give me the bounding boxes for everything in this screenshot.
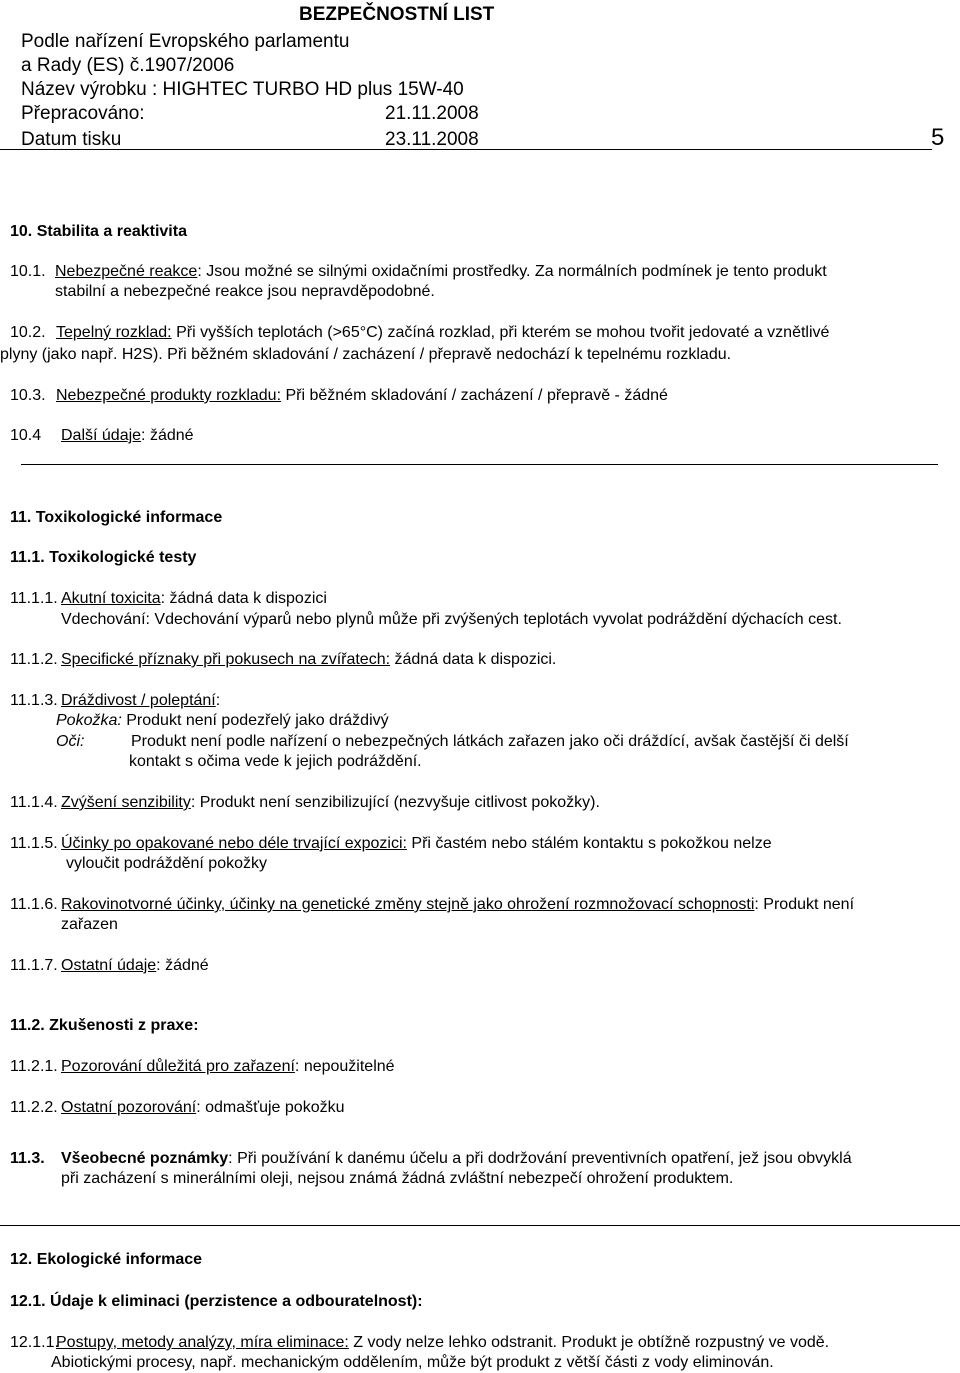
- item-11-1-7-number: 11.1.7.: [10, 957, 58, 974]
- revised-label: Přepracováno:: [21, 103, 145, 124]
- item-11-3-number: 11.3.: [10, 1150, 45, 1167]
- item-10-1-line1: [55, 262, 827, 282]
- skin-label: Pokožka:: [56, 712, 122, 729]
- item-11-2-1-line: [61, 1057, 395, 1077]
- item-11-1-5-number: 11.1.5.: [10, 835, 58, 852]
- item-11-1-6-text: : Produkt není: [754, 896, 855, 913]
- skin-line: [56, 711, 389, 731]
- item-11-1-1-title: Akutní toxicita: [61, 590, 161, 607]
- item-11-2-1-text: : nepoužitelné: [294, 1058, 395, 1075]
- skin-text: Produkt není podezřelý jako dráždivý: [121, 712, 389, 729]
- item-10-2-number: 10.2.: [10, 324, 46, 341]
- item-11-1-2-text: žádná data k dispozici.: [390, 651, 557, 668]
- item-11-1-2-line: [61, 650, 556, 670]
- item-11-1-6-line2: zařazen: [61, 916, 118, 933]
- item-12-1-1-line1: [56, 1333, 829, 1353]
- item-11-1-4-line: [61, 793, 600, 813]
- item-11-1-6-title: Rakovinotvorné účinky, účinky na genetické změny stejně jako ohrožení rozmnožovací schopnosti: [61, 896, 755, 913]
- subsection-12-1-heading: 12.1. Údaje k eliminaci (perzistence a odbouratelnost):: [10, 1293, 423, 1310]
- eyes-line1: Produkt není podle nařízení o nebezpečných látkách zařazen jako oči dráždící, avšak častější či delší: [131, 733, 849, 750]
- eyes-line2: kontakt s očima vede k jejich podráždění.: [129, 753, 422, 770]
- item-11-1-3-line: [61, 691, 220, 711]
- item-12-1-1-number: 12.1.1.: [10, 1334, 59, 1351]
- item-10-1-number: 10.1.: [10, 263, 46, 280]
- item-11-1-4-text: : Produkt není senzibilizující (nezvyšuje citlivost pokožky).: [190, 794, 600, 811]
- item-10-3-title: Nebezpečné produkty rozkladu:: [56, 387, 282, 404]
- item-11-3-text: : Při používání k danému účelu a při dodržování preventivních opatření, jež jsou obvyklá: [228, 1150, 852, 1167]
- subsection-11-2-heading: 11.2. Zkušenosti z praxe:: [10, 1017, 199, 1034]
- item-11-1-5-text: Při častém nebo stálém kontaktu s pokožkou nelze: [406, 835, 772, 852]
- document-title: BEZPEČNOSTNÍ LIST: [299, 4, 495, 25]
- item-10-4-title: Další údaje: [61, 427, 142, 444]
- item-10-3-number: 10.3.: [10, 387, 46, 404]
- item-11-1-7-line: [61, 956, 209, 976]
- item-11-1-1-number: 11.1.1.: [10, 590, 58, 607]
- section-12-heading: 12. Ekologické informace: [10, 1251, 203, 1268]
- item-11-1-1-line2: Vdechování: Vdechování výparů nebo plynů může při zvýšených teplotách vyvolat podráždění dýchacích cest.: [61, 611, 842, 628]
- item-11-1-3-title: Dráždivost / poleptání: [61, 692, 216, 709]
- item-10-4-text: : žádné: [141, 427, 194, 444]
- item-11-1-6-number: 11.1.6.: [10, 896, 58, 913]
- page-number: 5: [931, 124, 945, 151]
- item-10-2-line1: [56, 323, 829, 343]
- item-12-1-1-text: Z vody nelze lehko odstranit. Produkt je obtížně rozpustný ve vodě.: [348, 1334, 830, 1351]
- item-11-2-2-title: Ostatní pozorování: [61, 1099, 197, 1116]
- item-11-1-3-text: :: [215, 692, 221, 709]
- item-11-1-4-title: Zvýšení senzibility: [61, 794, 191, 811]
- section-divider: [21, 464, 938, 465]
- item-10-4-number: 10.4: [10, 427, 42, 444]
- item-11-3-line1: [61, 1149, 852, 1169]
- item-10-1-text: : Jsou možné se silnými oxidačními prostředky. Za normálních podmínek je tento produkt: [197, 263, 827, 280]
- item-11-1-2-number: 11.1.2.: [10, 651, 58, 668]
- header-divider: [0, 149, 932, 150]
- item-11-1-1-line1: [61, 589, 327, 609]
- item-12-1-1-title: Postupy, metody analýzy, míra eliminace:: [56, 1334, 349, 1351]
- section-11-heading: 11. Toxikologické informace: [10, 509, 223, 526]
- item-11-1-7-text: : žádné: [156, 957, 209, 974]
- item-11-2-2-number: 11.2.2.: [10, 1099, 58, 1116]
- item-10-3-text: Při běžném skladování / zacházení / přepravě - žádné: [281, 387, 668, 404]
- item-11-1-1-text: : žádná data k dispozici: [160, 590, 327, 607]
- item-11-1-5-line2: vyloučit podráždění pokožky: [66, 855, 267, 872]
- print-date: 23.11.2008: [385, 129, 479, 150]
- item-11-2-2-line: [61, 1098, 345, 1118]
- item-11-1-4-number: 11.1.4.: [10, 794, 58, 811]
- revised-date: 21.11.2008: [385, 103, 479, 124]
- item-10-2-line2: plyny (jako např. H2S). Při běžném skladování / zacházení / přepravě nedochází k tepelnému rozkladu.: [0, 346, 732, 363]
- subsection-11-1-heading: 11.1. Toxikologické testy: [10, 549, 197, 566]
- print-date-label: Datum tisku: [21, 129, 122, 150]
- item-11-1-7-title: Ostatní údaje: [61, 957, 157, 974]
- item-11-3-line2: při zacházení s minerálními oleji, nejsou známá žádná zvláštní nebezpečí ohrožení produktem.: [61, 1170, 734, 1187]
- eyes-label: Oči:: [56, 733, 85, 750]
- item-11-1-5-title: Účinky po opakované nebo déle trvající expozici:: [61, 835, 407, 852]
- item-10-2-text: Při vyšších teplotách (>65°C) začíná rozklad, při kterém se mohou tvořit jedovaté a vznětlivé: [171, 324, 830, 341]
- item-10-3-line: [56, 386, 668, 406]
- item-10-4-line: [61, 426, 194, 446]
- item-10-1-title: Nebezpečné reakce: [55, 263, 198, 280]
- item-11-3-title: Všeobecné poznámky: [61, 1150, 229, 1167]
- regulation-line-2: a Rady (ES) č.1907/2006: [21, 55, 235, 76]
- section-divider-2: [0, 1225, 960, 1226]
- product-name: Název výrobku : HIGHTEC TURBO HD plus 15W-40: [21, 79, 464, 100]
- item-11-1-2-title: Specifické příznaky při pokusech na zvířatech:: [61, 651, 391, 668]
- item-10-2-title: Tepelný rozklad:: [56, 324, 172, 341]
- item-11-2-1-title: Pozorování důležitá pro zařazení: [61, 1058, 295, 1075]
- regulation-line-1: Podle nařízení Evropského parlamentu: [21, 31, 350, 52]
- item-10-1-line2: stabilní a nebezpečné reakce jsou nepravděpodobné.: [55, 283, 435, 300]
- section-10-heading: 10. Stabilita a reaktivita: [10, 223, 187, 240]
- item-11-2-2-text: : odmašťuje pokožku: [196, 1099, 345, 1116]
- item-11-1-6-line1: [61, 895, 854, 915]
- item-11-1-3-number: 11.1.3.: [10, 692, 58, 709]
- item-11-1-5-line1: [61, 834, 772, 854]
- item-11-2-1-number: 11.2.1.: [10, 1058, 58, 1075]
- item-12-1-1-line2: Abiotickými procesy, např. mechanickým oddělením, může být produkt z větší části z vody eliminován.: [51, 1354, 774, 1371]
